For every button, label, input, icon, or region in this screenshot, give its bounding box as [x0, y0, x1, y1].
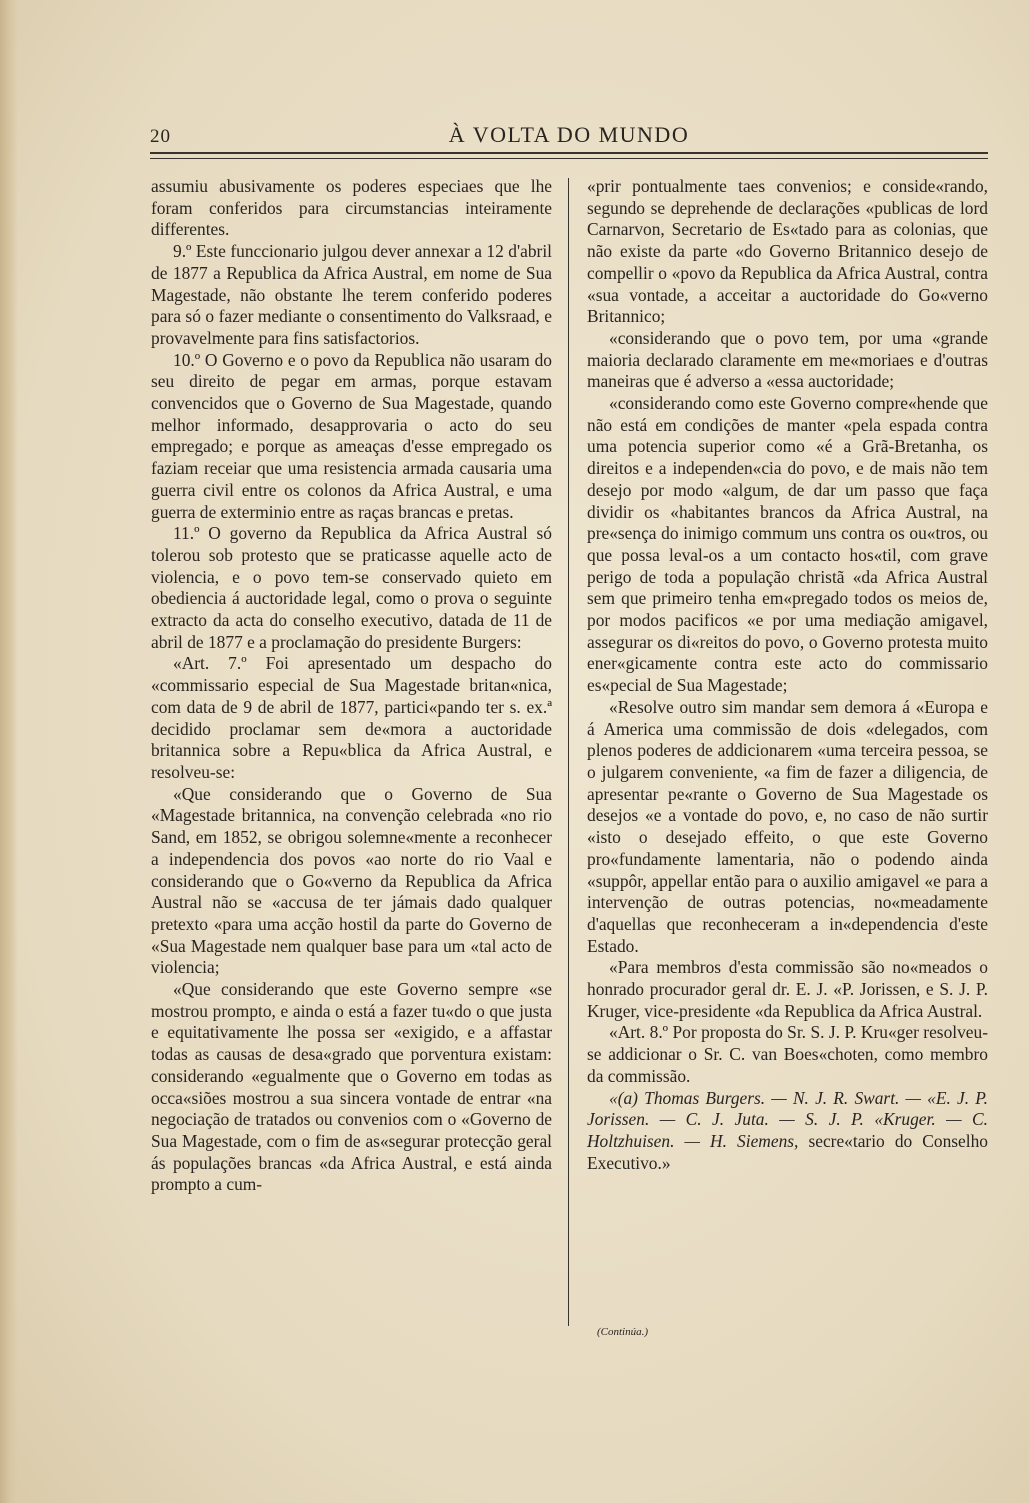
paragraph: 10.º O Governo e o povo da Republica não usaram do seu direito de pegar em armas, porque estavam convencidos que o Governo de Sua Magestade, quando melhor informado, desapprovaria o acto do seu empregado; e porque as ameaças d'esse empregado os faziam receiar que uma resistencia armada causaria uma guerra civil entre os colonos da Africa Austral, e uma guerra de exterminio entre as raças brancas e pretas.	[151, 349, 552, 522]
page-edge-shadow	[0, 0, 18, 1503]
page-number: 20	[150, 126, 171, 147]
paragraph: «Art. 8.º Por proposta do Sr. S. J. P. Kru«ger resolveu-se addicionar o Sr. C. van Boes«choten, como membro da commissão.	[587, 1022, 988, 1086]
paragraph: «Para membros d'esta commissão são no«meados o honrado procurador geral dr. E. J. «P. Jorissen, e S. J. P. Kruger, vice-presidente «da Republica da Africa Austral.	[587, 957, 988, 1021]
paragraph: «considerando como este Governo compre«hende que não está em condições de manter «pela espada contra uma potencia superior como «é a Grã-Bretanha, os direitos e a independen«cia do povo, e de mais não tem desejo por modo «algum, de dar um passo que faça dividir os «habitantes brancos da Africa Austral, na pre«sença do inimigo commum uns contra os ou«tros, ou que possa leval-os a um contacto hos«til, com grave perigo de toda a população christã «da Africa Austral sem que primeiro tenha em«pregado todos os meios de, por modos pacificos «e por uma mediação amigavel, assegurar os di«reitos do povo, o Governo protesta muito ener«gicamente contra este acto do commissario es«pecial de Sua Magestade;	[587, 393, 988, 696]
paragraph: 9.º Este funccionario julgou dever annexar a 12 d'abril de 1877 a Republica da Africa Austral, em nome de Sua Magestade, não obstante lhe terem conferido poderes para só o fazer mediante o consentimento do Valksraad, e provavelmente para fins satisfactorios.	[151, 241, 552, 348]
header-rule-thick	[150, 152, 988, 154]
paragraph: «Resolve outro sim mandar sem demora á «Europa e á America uma commissão de dois «delegados, com plenos poderes de addicionarem «uma terceira pessoa, se o julgarem conveniente, «a fim de fazer a diligencia, de apresentar pe«rante o Governo de Sua Magestade os desejos «e a vontade do povo, e, no caso de não surtir «isto o desejado effeito, o que este Governo pro«fundamente lamentaria, não o podendo ainda «suppôr, appellar então para o auxilio amigavel «e para a intervenção de outras potencias, no«meadamente d'aquellas que reconheceram a in«dependencia d'este Estado.	[587, 696, 988, 956]
paragraph: «Art. 7.º Foi apresentado um despacho do «commissario especial de Sua Magestade britan«nica, com data de 9 de abril de 1877, partici«pando ter s. ex.ª decidido proclamar sem de«mora a auctoridade britannica sobre a Repu«blica da Africa Austral, e resolveu-se:	[151, 653, 552, 782]
left-column	[151, 176, 552, 1196]
paragraph: «Que considerando que o Governo de Sua «Magestade britannica, na convenção celebrada «no rio Sand, em 1852, se obrigou solemne«mente a reconhecer a independencia dos povos «ao norte do rio Vaal e considerando que o Go«verno da Republica da Africa Austral não se «accusa de ter jámais dado qualquer pretexto «para uma acção hostil da parte do Governo de «Sua Magestade nem qualquer base para um «tal acto de violencia;	[151, 783, 552, 978]
column-divider	[568, 178, 569, 1326]
running-head-title: À VOLTA DO MUNDO	[448, 122, 690, 147]
signature-names: «(a) Thomas Burgers. — N. J. R. Swart. — «E. J. P. Jorissen. — C. J. Juta. — S. J. P. «Kruger. — C. Holtzhuisen. — H. Siemens,	[587, 1087, 988, 1151]
paragraph: assumiu abusivamente os poderes especiaes que lhe foram conferidos para circumstancias inteiramente differentes.	[151, 176, 552, 240]
paragraph: «prir pontualmente taes convenios; e conside«rando, segundo se deprehende de declarações «publicas de lord Carnarvon, Secretario de Es«tado para as colonias, que não existe da parte «do Governo Britannico desejo de compellir o «povo da Republica da Africa Austral, contra «sua vontade, a acceitar a auctoridade do Go«verno Britannico;	[587, 176, 988, 327]
paragraph: 11.º O governo da Republica da Africa Austral só tolerou sob protesto que se praticasse aquelle acto de violencia, e o povo tem-se conservado quieto em obediencia á auctoridade legal, como o prova o seguinte extracto da acta do conselho executivo, datada de 11 de abril de 1877 e a proclamação do presidente Burgers:	[151, 523, 552, 652]
continua-note: (Continúa.)	[597, 1326, 649, 1338]
right-column	[587, 176, 988, 1174]
header-rule-thin	[150, 158, 988, 159]
paragraph: «considerando que o povo tem, por uma «grande maioria declarado claramente em me«moriaes e d'outras maneiras que é adverso a «essa auctoridade;	[587, 327, 988, 392]
signature-role: secre«tario do Conselho Executivo.»	[587, 1130, 988, 1173]
signatures-paragraph	[587, 1088, 988, 1175]
paragraph: «Que considerando que este Governo sempre «se mostrou prompto, e ainda o está a fazer tu«do o que justa e equitativamente lhe possa ser «exigido, e a affastar todas as causas de desa«grado que porventura existam: considerando «egualmente que o Governo em todas as occa«siões mostrou a sua sincera vontade de entrar «na negociação de tratados ou convenios com o «Governo de Sua Magestade, com o fim de as«segurar protecção geral ás populações brancas «da Africa Austral, e está ainda prompto a cum-	[151, 979, 552, 1195]
